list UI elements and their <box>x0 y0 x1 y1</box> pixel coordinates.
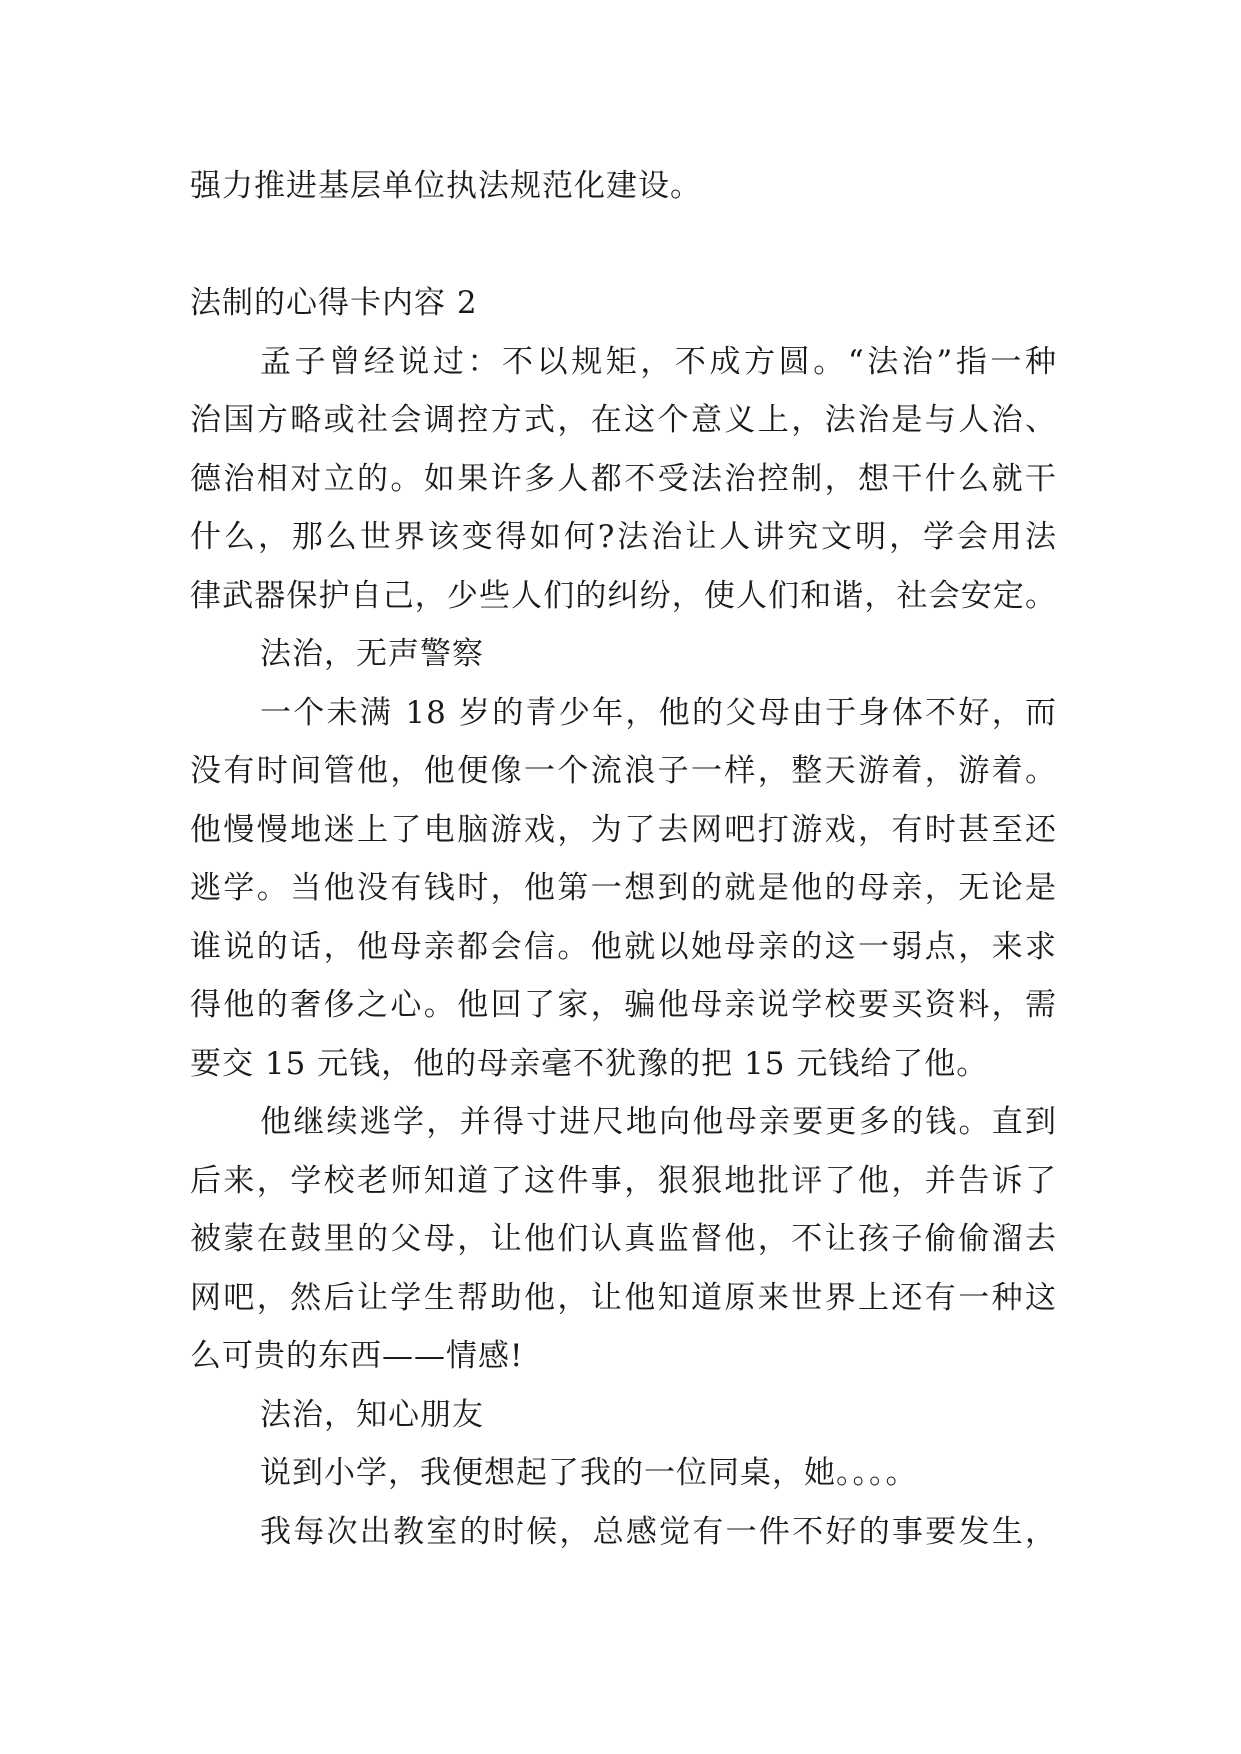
text-line: 律武器保护自己，少些人们的纠纷，使人们和谐，社会安定。 <box>190 577 1057 614</box>
text-line: 治国方略或社会调控方式，在这个意义上，法治是与人治、 <box>190 402 1057 438</box>
text-line: 他慢慢地迷上了电脑游戏，为了去网吧打游戏，有时甚至还 <box>190 811 1057 848</box>
section-heading: 法制的心得卡内容 2 <box>190 285 478 321</box>
text-line: 被蒙在鼓里的父母，让他们认真监督他，不让孩子偷偷溜去 <box>190 1221 1057 1257</box>
text-line: 要交 15 元钱，他的母亲毫不犹豫的把 15 元钱给了他。 <box>190 1045 989 1082</box>
text-line: 谁说的话，他母亲都会信。他就以她母亲的这一弱点，来求 <box>190 928 1057 965</box>
text-line: 德治相对立的。如果许多人都不受法治控制，想干什么就干 <box>190 460 1057 497</box>
paragraph-first-line: 说到小学，我便想起了我的一位同桌，她。。。。 <box>260 1455 918 1491</box>
paragraph-first-line: 孟子曾经说过：不以规矩，不成方圆。“法治”指一种 <box>260 343 1057 380</box>
text-line: 么可贵的东西——情感! <box>190 1338 524 1374</box>
paragraph-first-line: 我每次出教室的时候，总感觉有一件不好的事要发生， <box>260 1513 1057 1550</box>
text-line: 逃学。当他没有钱时，他第一想到的就是他的母亲，无论是 <box>190 870 1057 906</box>
subheading: 法治，无声警察 <box>260 636 484 672</box>
paragraph-first-line: 一个未满 18 岁的青少年，他的父母由于身体不好，而 <box>260 694 1057 731</box>
text-line: 得他的奢侈之心。他回了家，骗他母亲说学校要买资料，需 <box>190 987 1057 1023</box>
document-body <box>190 157 1057 1561</box>
text-line: 强力推进基层单位执法规范化建设。 <box>190 168 702 204</box>
text-line: 什么，那么世界该变得如何?法治让人讲究文明，学会用法 <box>190 519 1057 555</box>
text-line: 网吧，然后让学生帮助他，让他知道原来世界上还有一种这 <box>190 1279 1057 1316</box>
text-line: 后来，学校老师知道了这件事，狠狠地批评了他，并告诉了 <box>190 1162 1057 1199</box>
text-line: 没有时间管他，他便像一个流浪子一样，整天游着，游着。 <box>190 753 1057 789</box>
blank-line <box>190 216 1057 275</box>
subheading: 法治，知心朋友 <box>260 1396 484 1433</box>
paragraph-first-line: 他继续逃学，并得寸进尺地向他母亲要更多的钱。直到 <box>260 1104 1057 1140</box>
